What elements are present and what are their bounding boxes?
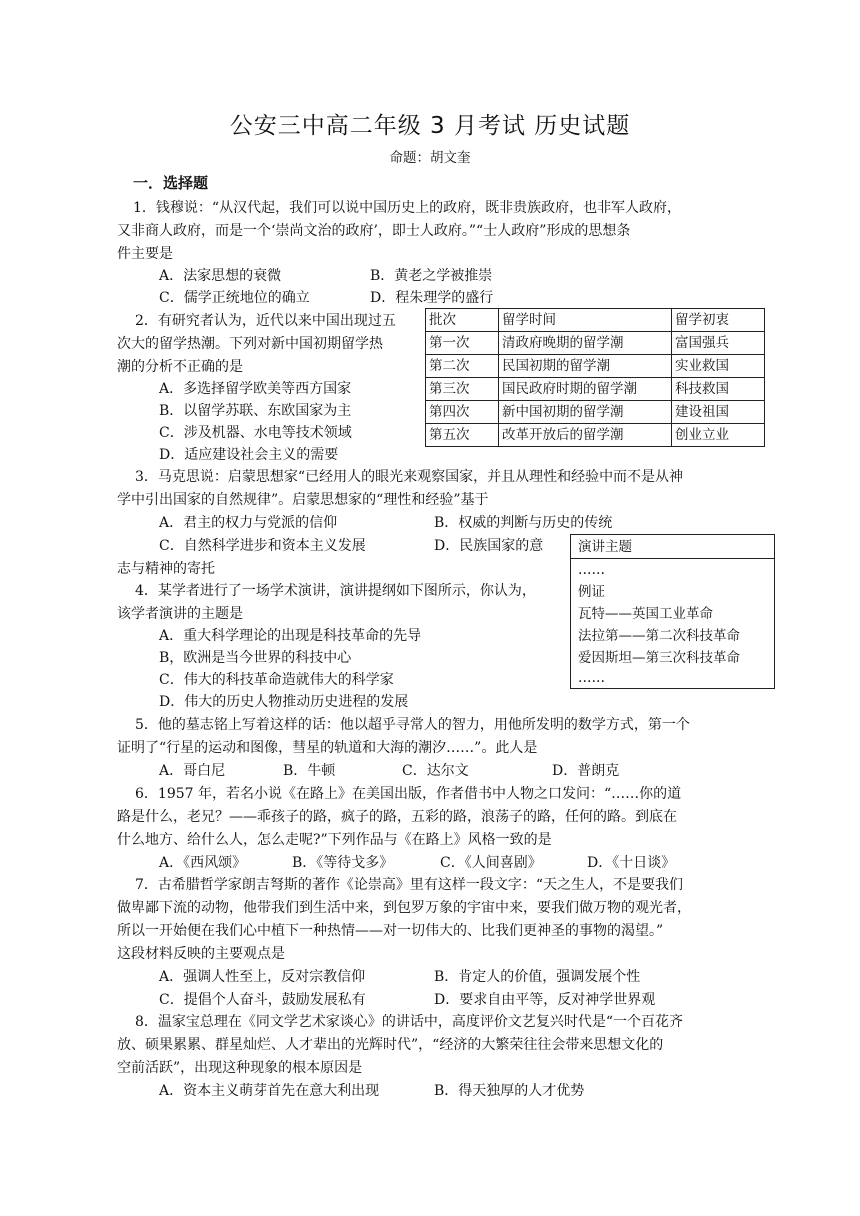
box-item-faraday: 法拉第——第二次科技革命: [578, 628, 740, 644]
q2-option-d: D．适应建设社会主义的需要: [159, 447, 339, 463]
q5-stem-line2: 证明了“行星的运动和图像，彗星的轨道和大海的潮汐……”。此人是: [117, 740, 538, 756]
q3-stem-line1: 3．马克思说：启蒙思想家“已经用人的眼光来观察国家，并且从理性和经验中而不是从神: [135, 469, 684, 485]
q8-stem-line2: 放、硕果累累、群星灿烂、人才辈出的光辉时代”，“经济的大繁荣往往会带来思想文化的: [117, 1037, 664, 1053]
q1-option-a: A．法家思想的衰微: [159, 268, 282, 284]
q7-stem-line2: 做卑鄙下流的动物，他带我们到生活中来，到包罗万象的宇宙中来，要我们做万物的观光者，: [117, 900, 691, 916]
q6-option-a: A．《西风颂》: [159, 855, 247, 871]
table-cell: 第三次: [426, 378, 499, 401]
box-example-label: 例证: [578, 584, 605, 600]
q3-option-b: B．权威的判断与历史的传统: [434, 515, 613, 531]
q4-option-a: A．重大科学理论的出现是科技革命的先导: [159, 628, 422, 644]
table-header-cell: 批次: [426, 309, 499, 332]
author-line: 命题：胡文奎: [389, 150, 471, 166]
q5-stem-line1: 5．他的墓志铭上写着这样的话：他以超乎寻常人的智力，用他所发明的数学方式，第一个: [135, 717, 690, 733]
q3-option-c: C．自然科学进步和资本主义发展: [159, 538, 366, 554]
q2-stem-line1: 2．有研究者认为，近代以来中国出现过五: [135, 313, 396, 329]
box-ellipsis-bottom: ……: [578, 670, 605, 686]
q4-stem-line2: 该学者演讲的主题是: [117, 606, 243, 622]
table-row: [426, 378, 765, 401]
table-cell: 改革开放后的留学潮: [499, 424, 672, 447]
q8-option-b: B．得天独厚的人才优势: [434, 1083, 585, 1099]
box-ellipsis-top: ……: [578, 562, 605, 578]
q2-stem-line2: 次大的留学热潮。下列对新中国初期留学热: [117, 336, 383, 352]
section-title: 一．选择题: [133, 174, 209, 192]
page-title: 公安三中高二年级 3 月考试 历史试题: [229, 113, 631, 139]
table-cell: 新中国初期的留学潮: [499, 401, 672, 424]
speech-outline-box: [570, 534, 775, 689]
table-row: [426, 424, 765, 447]
table-header-cell: 留学时间: [499, 309, 672, 332]
q7-stem-line4: 这段材料反映的主要观点是: [117, 946, 285, 962]
q8-stem-line1: 8．温家宝总理在《同文学艺术家谈心》的讲话中，高度评价文艺复兴时代是“一个百花齐: [135, 1014, 684, 1030]
table-cell: 清政府晚期的留学潮: [499, 332, 672, 355]
q5-option-d: D．普朗克: [552, 763, 620, 779]
q2-option-a: A．多选择留学欧美等西方国家: [159, 381, 352, 397]
q6-stem-line1: 6．1957 年，若名小说《在路上》在美国出版，作者借书中人物之口发问：“……你的道: [135, 786, 682, 802]
q7-option-c: C．提倡个人奋斗，鼓励发展私有: [159, 992, 366, 1008]
q1-option-c: C．儒学正统地位的确立: [159, 290, 310, 306]
q5-option-a: A．哥白尼: [159, 763, 226, 779]
q1-stem-line3: 件主要是: [117, 246, 173, 262]
table-cell: 第五次: [426, 424, 499, 447]
table-cell: 实业救国: [672, 355, 765, 378]
q1-option-d: D．程朱理学的盛行: [370, 290, 494, 306]
q5-option-c: C．达尔文: [402, 763, 469, 779]
q4-option-b: B，欧洲是当今世界的科技中心: [159, 650, 352, 666]
q4-option-c: C．伟大的科技革命造就伟大的科学家: [159, 672, 394, 688]
q6-option-b: B．《等待戈多》: [292, 855, 394, 871]
q7-stem-line1: 7．古希腊哲学家朗吉弩斯的著作《论崇高》里有这样一段文字：“天之生人，不是要我们: [135, 877, 684, 893]
q3-option-a: A．君主的权力与党派的信仰: [159, 515, 338, 531]
q7-option-b: B．肯定人的价值，强调发展个性: [434, 969, 641, 985]
q6-stem-line3: 什么地方、给什么人，怎么走呢?”下列作品与《在路上》风格一致的是: [117, 832, 552, 848]
study-abroad-table: [425, 308, 765, 447]
q1-option-b: B．黄老之学被推崇: [370, 268, 493, 284]
table-cell: 富国强兵: [672, 332, 765, 355]
q4-option-d: D．伟大的历史人物推动历史进程的发展: [159, 694, 409, 710]
q2-option-b: B．以留学苏联、东欧国家为主: [159, 403, 352, 419]
q6-option-c: C．《人间喜剧》: [440, 855, 542, 871]
table-row: [426, 332, 765, 355]
table-cell: 国民政府时期的留学潮: [499, 378, 672, 401]
table-cell: 民国初期的留学潮: [499, 355, 672, 378]
table-cell: 第二次: [426, 355, 499, 378]
q1-stem-line1: 1．钱穆说：“从汉代起，我们可以说中国历史上的政府，既非贵族政府，也非军人政府，: [133, 200, 682, 216]
table-cell: 科技救国: [672, 378, 765, 401]
table-cell: 第四次: [426, 401, 499, 424]
q3-option-d: D．民族国家的意: [434, 538, 544, 554]
q7-stem-line3: 所以一开始便在我们心中植下一种热情——对一切伟大的、比我们更神圣的事物的渴望。”: [117, 923, 664, 939]
box-item-watt: 瓦特——英国工业革命: [578, 606, 713, 622]
q2-option-c: C．涉及机器、水电等技术领域: [159, 425, 352, 441]
q2-stem-line3: 潮的分析不正确的是: [117, 359, 243, 375]
q3-option-d-continued: 志与精神的寄托: [117, 561, 215, 577]
q6-option-d: D．《十日谈》: [587, 855, 676, 871]
table-header-cell: 留学初衷: [672, 309, 765, 332]
box-title: 演讲主题: [578, 539, 632, 555]
table-row: [426, 401, 765, 424]
table-header-row: [426, 309, 765, 332]
q8-stem-line3: 空前活跃”，出现这种现象的根本原因是: [117, 1060, 363, 1076]
q7-option-d: D．要求自由平等，反对神学世界观: [434, 992, 656, 1008]
q4-stem-line1: 4．某学者进行了一场学术演讲，演讲提纲如下图所示，你认为，: [135, 583, 536, 599]
table-cell: 第一次: [426, 332, 499, 355]
table-cell: 建设祖国: [672, 401, 765, 424]
q6-stem-line2: 路是什么，老兄？——乖孩子的路，疯子的路，五彩的路，浪荡子的路，任何的路。到底在: [117, 809, 677, 825]
q5-option-b: B．牛顿: [283, 763, 336, 779]
q3-stem-line2: 学中引出国家的自然规律”。启蒙思想家的“理性和经验”基于: [117, 492, 489, 508]
q1-stem-line2: 又非商人政府，而是一个‘崇尚文治的政府’，即士人政府。”“士人政府”形成的思想条: [117, 223, 631, 239]
box-item-einstein: 爱因斯坦—第三次科技革命: [578, 650, 740, 666]
table-cell: 创业立业: [672, 424, 765, 447]
q7-option-a: A．强调人性至上，反对宗教信仰: [159, 969, 366, 985]
table-row: [426, 355, 765, 378]
q8-option-a: A．资本主义萌芽首先在意大利出现: [159, 1083, 380, 1099]
